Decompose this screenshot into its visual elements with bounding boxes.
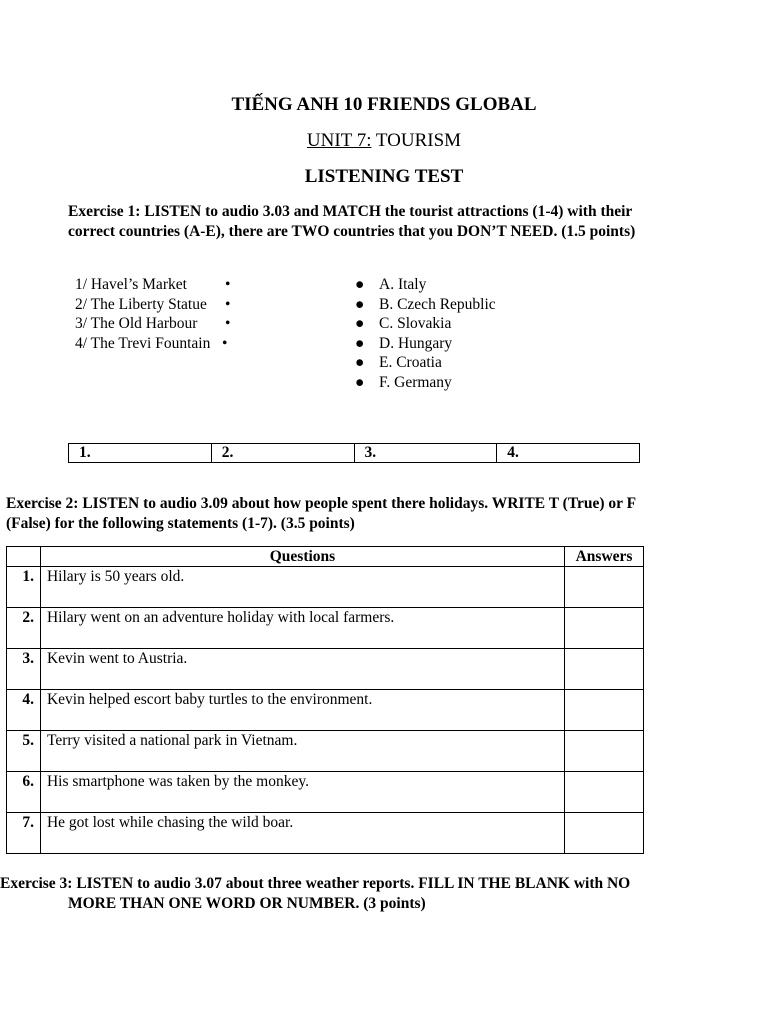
unit-heading (0, 130, 768, 152)
answer-cell[interactable] (565, 608, 644, 649)
table-row (7, 731, 644, 772)
row-statement: Hilary is 50 years old. (40, 567, 564, 608)
attraction-label: 4/ The Trevi Fountain (75, 334, 211, 352)
list-item (355, 295, 555, 315)
exercise3-line2: MORE THAN ONE WORD OR NUMBER. (3 points) (68, 895, 426, 912)
country-label: E. Croatia (379, 354, 442, 371)
answer-cell[interactable] (565, 731, 644, 772)
row-number: 3. (7, 649, 41, 690)
bullet-icon: ● (355, 295, 365, 313)
answer-cell-2[interactable]: 2. (211, 444, 354, 463)
country-label: A. Italy (379, 276, 427, 293)
list-item (75, 275, 245, 295)
row-number: 2. (7, 608, 41, 649)
list-item (355, 353, 555, 373)
unit-label: UNIT 7: (306, 130, 372, 151)
bullet-icon: ● (355, 334, 365, 352)
bullet-icon: ● (355, 354, 365, 371)
row-number: 7. (7, 813, 41, 854)
country-label: C. Slovakia (379, 315, 452, 332)
row-number: 1. (7, 567, 41, 608)
list-item (355, 314, 555, 334)
row-statement: His smartphone was taken by the monkey. (40, 772, 564, 813)
list-item (355, 373, 555, 393)
list-item (75, 295, 245, 315)
bullet-icon: ● (355, 276, 365, 293)
country-label: B. Czech Republic (379, 295, 496, 313)
answer-cell[interactable] (565, 813, 644, 854)
exercise1-line1: Exercise 1: LISTEN to audio 3.03 and MATCH the tourist attractions (1-4) with their (68, 203, 633, 220)
row-number: 5. (7, 731, 41, 772)
bullet-icon: ● (355, 315, 365, 332)
exercise1-line2: correct countries (A-E), there are TWO countries that you DON’T NEED. (1.5 points) (68, 223, 636, 240)
table-row (7, 813, 644, 854)
country-list (355, 275, 555, 392)
country-label: D. Hungary (379, 334, 453, 352)
row-statement: Hilary went on an adventure holiday with local farmers. (40, 608, 564, 649)
exercise2-table (6, 546, 644, 854)
exercise2-line1: Exercise 2: LISTEN to audio 3.09 about how people spent there holidays. WRITE T (True) or F (6, 495, 637, 512)
bullet-icon: • (225, 315, 231, 332)
answer-cell[interactable] (565, 772, 644, 813)
list-item (75, 334, 245, 354)
attraction-label: 2/ The Liberty Statue (75, 295, 207, 313)
row-statement: Terry visited a national park in Vietnam. (40, 731, 564, 772)
answer-cell-1[interactable]: 1. (69, 444, 212, 463)
exercise3-instruction (0, 874, 760, 914)
exercise1-answer-table (68, 443, 640, 463)
table-row (7, 772, 644, 813)
row-number: 4. (7, 690, 41, 731)
table-row (7, 649, 644, 690)
table-row (7, 608, 644, 649)
exercise1-instruction (68, 202, 748, 242)
attraction-list (75, 275, 245, 353)
answer-cell-3[interactable]: 3. (354, 444, 497, 463)
list-item (75, 314, 245, 334)
unit-name: TOURISM (371, 130, 462, 151)
list-item (355, 334, 555, 354)
answer-cell-4[interactable]: 4. (497, 444, 640, 463)
bullet-icon: ● (355, 373, 365, 391)
row-statement: Kevin helped escort baby turtles to the environment. (40, 690, 564, 731)
table-header-number (7, 547, 41, 567)
answer-cell[interactable] (565, 690, 644, 731)
answer-cell[interactable] (565, 649, 644, 690)
row-statement: He got lost while chasing the wild boar. (40, 813, 564, 854)
bullet-icon: • (222, 334, 228, 352)
answer-cell[interactable] (565, 567, 644, 608)
table-header-questions: Questions (40, 547, 564, 567)
test-heading: LISTENING TEST (304, 166, 464, 187)
exercise2-instruction (6, 494, 746, 534)
list-item (355, 275, 555, 295)
table-row (7, 690, 644, 731)
row-statement: Kevin went to Austria. (40, 649, 564, 690)
country-label: F. Germany (379, 373, 452, 391)
bullet-icon: • (225, 276, 231, 293)
row-number: 6. (7, 772, 41, 813)
doc-title: TIẾNG ANH 10 FRIENDS GLOBAL (231, 94, 537, 115)
table-header-answers: Answers (565, 547, 644, 567)
attraction-label: 3/ The Old Harbour (75, 315, 198, 332)
bullet-icon: • (225, 295, 231, 313)
exercise2-line2: (False) for the following statements (1-7). (3.5 points) (6, 515, 355, 532)
exercise3-line1: Exercise 3: LISTEN to audio 3.07 about three weather reports. FILL IN THE BLANK with NO (0, 875, 631, 892)
table-row (7, 567, 644, 608)
attraction-label: 1/ Havel’s Market (75, 276, 187, 293)
